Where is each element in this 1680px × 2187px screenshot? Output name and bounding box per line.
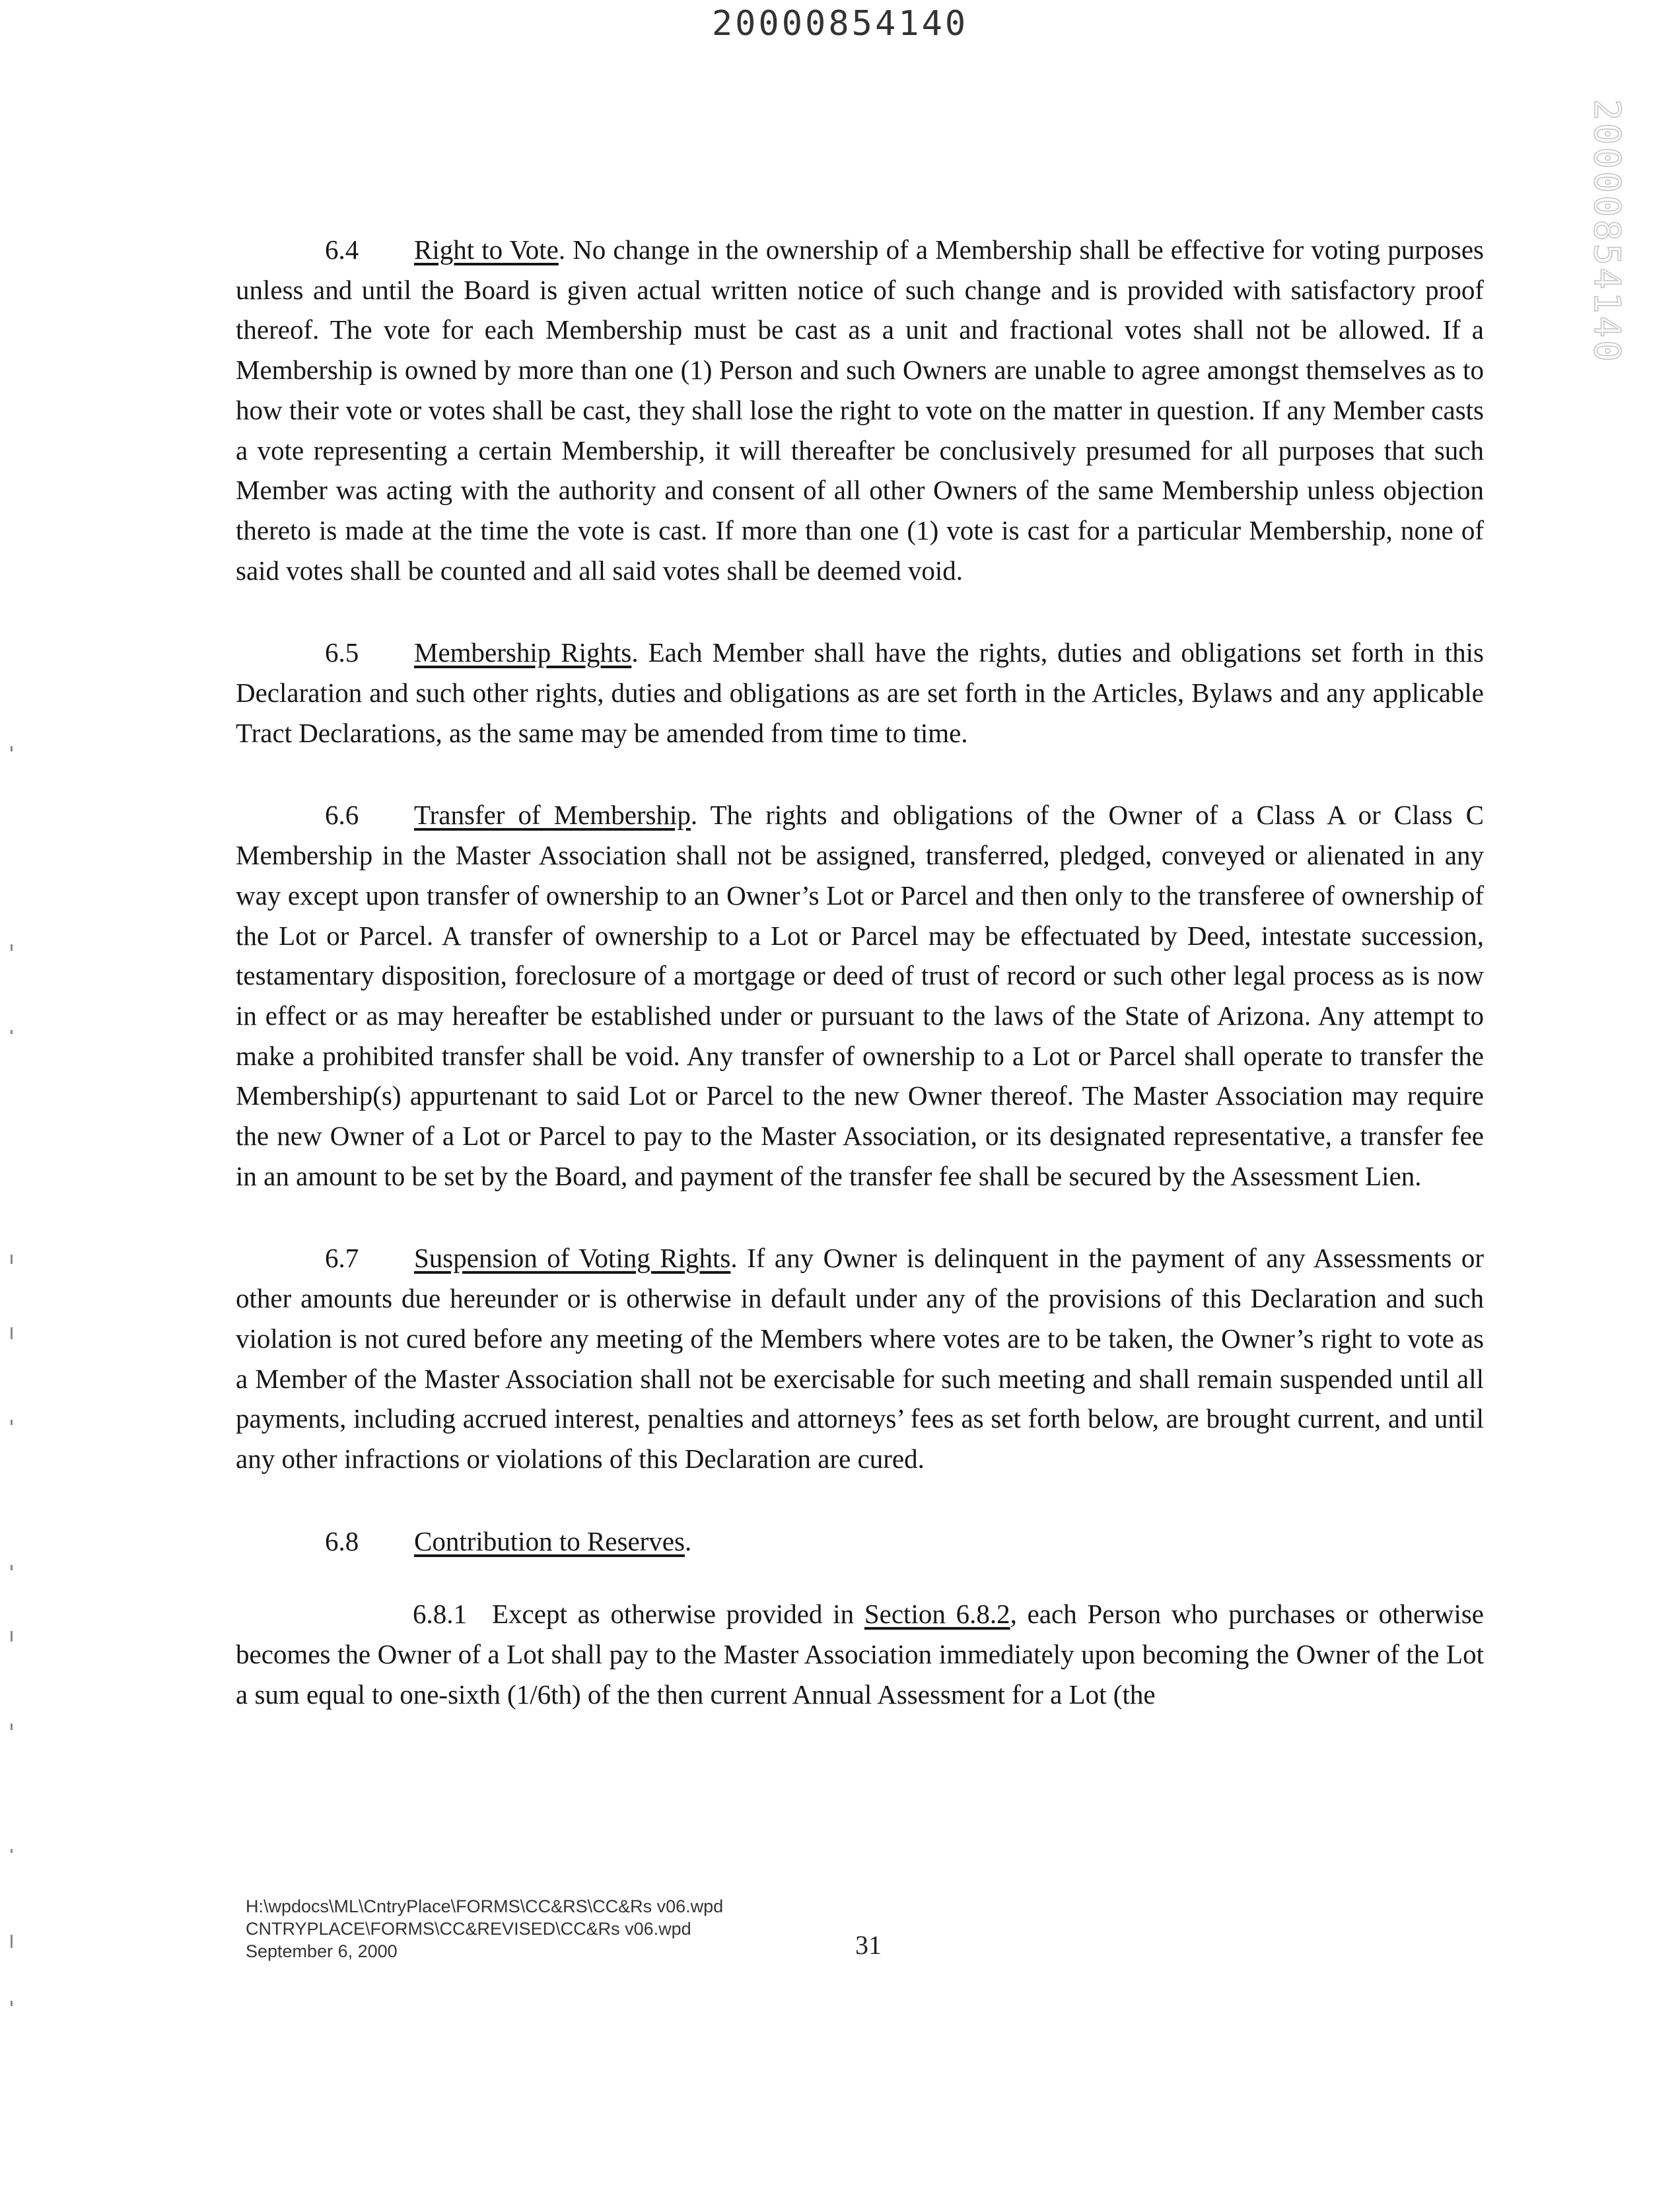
section-6-5	[236, 633, 1484, 753]
section-number: 6.6	[325, 800, 359, 831]
subsection-number: 6.8.1	[413, 1599, 467, 1630]
section-number: 6.7	[325, 1243, 359, 1274]
section-reference: Section 6.8.2	[864, 1599, 1010, 1630]
section-number: 6.8	[325, 1525, 359, 1556]
section-title: Membership Rights	[414, 637, 632, 668]
document-number: 20000854140	[711, 4, 969, 44]
section-title: Right to Vote	[414, 234, 559, 265]
section-text: . Each Member shall have the rights, duties and obligations set forth in this Declaration and such other rights, duties and obligations as are set forth in the Articles, Bylaws and any applicable Tract Declarations, as the same may be amended from time to time.	[236, 637, 1485, 748]
subsection-text-after: , each Person who purchases or otherwise becomes the Owner of a Lot shall pay to the Master Association immediately upon becoming the Owner of the Lot a sum equal to one-sixth (1/6th) of the then current Annual Assessment for a Lot (the	[236, 1599, 1484, 1710]
section-text: . The rights and obligations of the Owner of a Class A or Class C Membership in the Master Association shall not be assigned, transferred, pledged, conveyed or alienated in any way except upon transfer of ownership to an Owner’s Lot or Parcel and then only to the transferee of ownership of the Lot or Parcel. A transfer of ownership to a Lot or Parcel may be effectuated by Deed, intestate succession, testamentary disposition, foreclosure of a mortgage or deed of trust of record or such other legal process as is now in effect or as may hereafter be established under or pursuant to the laws of the State of Arizona. Any attempt to make a prohibited transfer shall be void. Any transfer of ownership to a Lot or Parcel shall operate to transfer the Membership(s) appurtenant to said Lot or Parcel to the new Owner thereof. The Master Association may require the new Owner of a Lot or Parcel to pay to the Master Association, or its designated representative, a transfer fee in an amount to be set by the Board, and payment of the transfer fee shall be secured by the Assessment Lien.	[236, 800, 1485, 1191]
scan-margin-marks	[5, 660, 25, 2179]
page-number: 31	[855, 1930, 882, 1960]
section-text: . No change in the ownership of a Membership shall be effective for voting purposes unless and until the Board is given actual written notice of such change and is provided with satisfactory proof thereof. The vote for each Membership must be cast as a unit and fractional votes shall not be allowed. If a Membership is owned by more than one (1) Person and such Owners are unable to agree amongst themselves as to how their vote or votes shall be cast, they shall lose the right to vote on the matter in question. If any Member casts a vote representing a certain Membership, it will thereafter be conclusively presumed for all purposes that such Member was acting with the authority and consent of all other Owners of the same Membership unless objection thereto is made at the time the vote is cast. If more than one (1) vote is cast for a particular Membership, none of said votes shall be counted and all said votes shall be deemed void.	[236, 234, 1484, 586]
section-6-7	[236, 1238, 1484, 1478]
section-text: . If any Owner is delinquent in the payment of any Assessments or other amounts due hereunder or is otherwise in default under any of the provisions of this Declaration and such violation is not cured before any meeting of the Members where votes are to be taken, the Owner’s right to vote as a Member of the Master Association shall not be exercisable for such meeting and shall remain suspended until all payments, including accrued interest, penalties and attorneys’ fees as set forth below, are brought current, and until any other infractions or violations of this Declaration are cured.	[236, 1243, 1485, 1474]
subsection-text-before: Except as otherwise provided in	[492, 1599, 864, 1630]
document-body	[236, 230, 1484, 1757]
footer-file-path-revised: CNTRYPLACE\FORMS\CC&REVISED\CC&Rs v06.wpd	[246, 1919, 691, 1939]
section-text: .	[684, 1525, 692, 1556]
section-6-8	[236, 1521, 1484, 1562]
footer	[246, 1895, 723, 1962]
section-number: 6.5	[325, 637, 359, 668]
section-title: Contribution to Reserves	[414, 1525, 685, 1556]
subsection-6-8-1	[236, 1594, 1484, 1714]
section-number: 6.4	[325, 234, 359, 265]
side-stamp: 20000854140	[1586, 99, 1628, 364]
footer-date: September 6, 2000	[246, 1941, 398, 1961]
footer-file-path: H:\wpdocs\ML\CntryPlace\FORMS\CC&RS\CC&Rs v06.wpd	[246, 1896, 724, 1916]
section-6-6	[236, 795, 1484, 1196]
section-title: Transfer of Membership	[414, 800, 691, 831]
section-title: Suspension of Voting Rights	[414, 1243, 731, 1274]
section-6-4	[236, 230, 1484, 590]
